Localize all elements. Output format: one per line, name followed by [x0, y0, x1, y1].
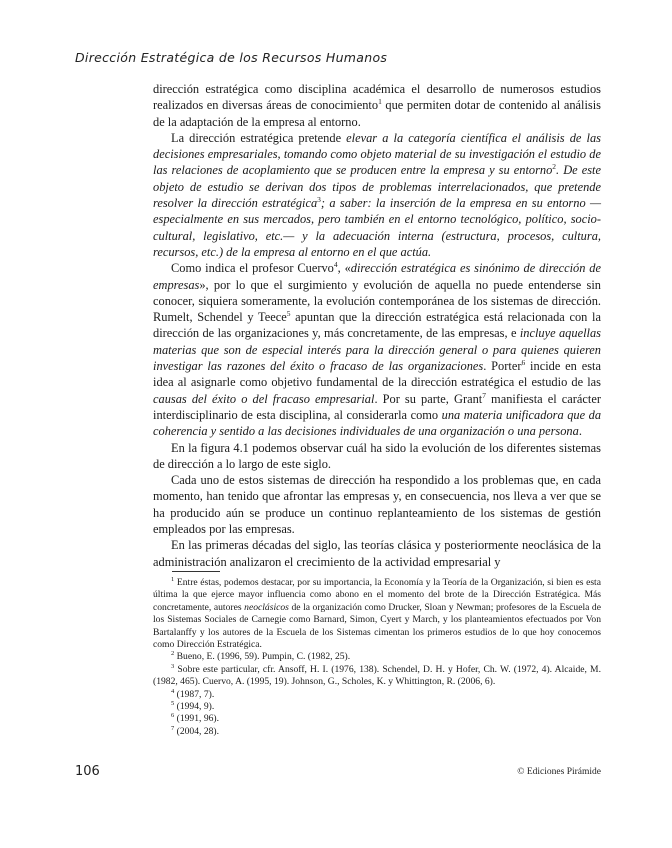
note-ref: 3 [171, 662, 175, 670]
text-run: . Por su parte, Grant [374, 391, 483, 406]
body-text [153, 81, 601, 570]
footnote [153, 664, 601, 689]
note-ref: 4 [333, 260, 338, 270]
italic-text: dirección estratégica es sinónimo de dirección de empresas [153, 261, 601, 292]
text-run: (2004, 28). [174, 725, 220, 737]
italic-text: . De este objeto de estudio se derivan dos tipos de problemas interrelacionados, que pretende resolver la dirección estratégica [153, 163, 601, 211]
publisher-credit: © Ediciones Pirámide [517, 767, 601, 777]
text-run: », por lo que el surgimiento y evolución de aquella no puede entenderse sin conocer, siquiera someramente, la evolución contemporánea de los sistemas de dirección. Rumelt, Schendel y Teece [153, 277, 601, 325]
note-ref: 7 [482, 390, 486, 400]
note-ref: 2 [171, 650, 175, 658]
footnote [153, 726, 601, 738]
text-run: En la figura 4.1 podemos observar cuál ha sido la evolución de los diferentes sistemas de dirección a lo largo de este siglo. [153, 440, 601, 471]
text-run: de la organización como Drucker, Sloan y Newman; profesores de la Escuela de los Sistemas Sociales de Carnegie como Barnard, Simon, Cyert y March, y los planteamientos efectuados por Von Bartalanffy y los autores de la Escuela de los Sistemas cimentan los primeros estudios de lo que hoy conocemos como Dirección Estratégica. [153, 601, 601, 651]
italic-text: una materia unificadora que da coherencia y sentido a las decisiones individuales de una organización o una persona [153, 407, 602, 439]
text-run: que permiten dotar de contenido al análisis de la adaptación de la empresa al entorno. [153, 98, 601, 129]
text-run: dirección estratégica como disciplina académica el desarrollo de numerosos estudios realizados en diversas áreas de conocimiento [153, 82, 601, 113]
paragraph [153, 81, 601, 130]
note-ref: 5 [286, 309, 291, 319]
footnote [153, 651, 601, 663]
text-run: , « [337, 261, 351, 276]
italic-text: elevar a la categoría científica el análisis de las decisiones empresariales, tomando como objeto material de su investigación el estudio de las relaciones de acoplamiento que se producen entre la empresa y su entorno [153, 130, 601, 178]
note-ref: 6 [171, 712, 175, 720]
paragraph [153, 260, 601, 439]
text-run: Bueno, E. (1996, 59). Pumpin, C. (1982, 25). [174, 651, 351, 663]
note-ref: 3 [317, 194, 321, 204]
paragraph [153, 130, 601, 260]
italic-text: incluye aquellas materias que son de especial interés para la dirección general o para quienes quieren investigar las razones del éxito o fracaso de las organizaciones [153, 326, 601, 374]
note-ref: 2 [552, 162, 557, 172]
note-ref: 4 [171, 687, 175, 695]
note-ref: 6 [521, 357, 526, 367]
text-run: Cada uno de estos sistemas de dirección ha respondido a los problemas que, en cada momento, han tenido que afrontar las empresas y, en consecuencia, nos lleva a ver que se ha producido aún se produce un continuo replanteamiento de los sistemas de gestión empleados por las empresas. [153, 473, 601, 537]
text-run: . [578, 424, 582, 439]
footnote [153, 577, 601, 651]
italic-text: neoclásicos [244, 601, 289, 613]
text-run: La dirección estratégica pretende [171, 130, 347, 145]
paragraph [153, 440, 601, 473]
page-number: 106 [75, 764, 100, 779]
text-run: Como indica el profesor Cuervo [171, 261, 334, 276]
text-run: Sobre este particular, cfr. Ansoff, H. I. (1976, 138). Schendel, D. H. y Hofer, Ch. W. (1972, 4). Alcaide, M. (1982, 465). Cuervo, A. (1995, 19). Johnson, G., Scholes, K. y Whittington, R. (2006, 6). [153, 663, 601, 688]
note-ref: 1 [171, 575, 175, 583]
text-run: apuntan que la dirección estratégica está relacionada con la dirección de las organizaciones y, más concretamente, de las empresas, e [153, 310, 601, 341]
note-ref: 1 [378, 97, 382, 107]
footnote [153, 713, 601, 725]
text-run: incide en esta idea al asignarle como objetivo fundamental de la dirección estratégica el estudio de las [153, 359, 601, 390]
text-run: . Porter [483, 359, 522, 374]
footnote [153, 689, 601, 701]
paragraph [153, 537, 601, 570]
footnotes [153, 577, 601, 738]
text-run: Entre éstas, podemos destacar, por su importancia, la Economía y la Teoría de la Organización, si bien es esta última la que ejerce mayor influencia como abono en el momento del brote de la Dirección Estratégica. Más concretamente, autores [153, 577, 601, 613]
footnote [153, 701, 601, 713]
text-run: (1991, 96). [174, 713, 220, 725]
note-ref: 5 [171, 699, 175, 707]
footnote-divider [172, 571, 220, 572]
text-run: En las primeras décadas del siglo, las teorías clásica y posteriormente neoclásica de la administración analizaron el crecimiento de la actividad empresarial y [153, 538, 601, 569]
text-run: (1994, 9). [174, 701, 215, 713]
italic-text: causas del éxito o del fracaso empresarial [153, 391, 375, 406]
text-run: manifiesta el carácter interdisciplinario de esta disciplina, al considerarla como [153, 391, 601, 422]
paragraph [153, 472, 601, 537]
note-ref: 7 [171, 724, 175, 732]
running-header: Dirección Estratégica de los Recursos Humanos [75, 50, 388, 65]
italic-text: ; a saber: la inserción de la empresa en su entorno —especialmente en sus mercados, pero también en el entorno tecnológico, político, socio-cultural, legislativo, etc.— y la adecuación interna (estructura, procesos, cultura, recursos, etc.) de la empresa al entorno en el que actúa. [153, 196, 601, 259]
text-run: (1987, 7). [174, 688, 215, 700]
